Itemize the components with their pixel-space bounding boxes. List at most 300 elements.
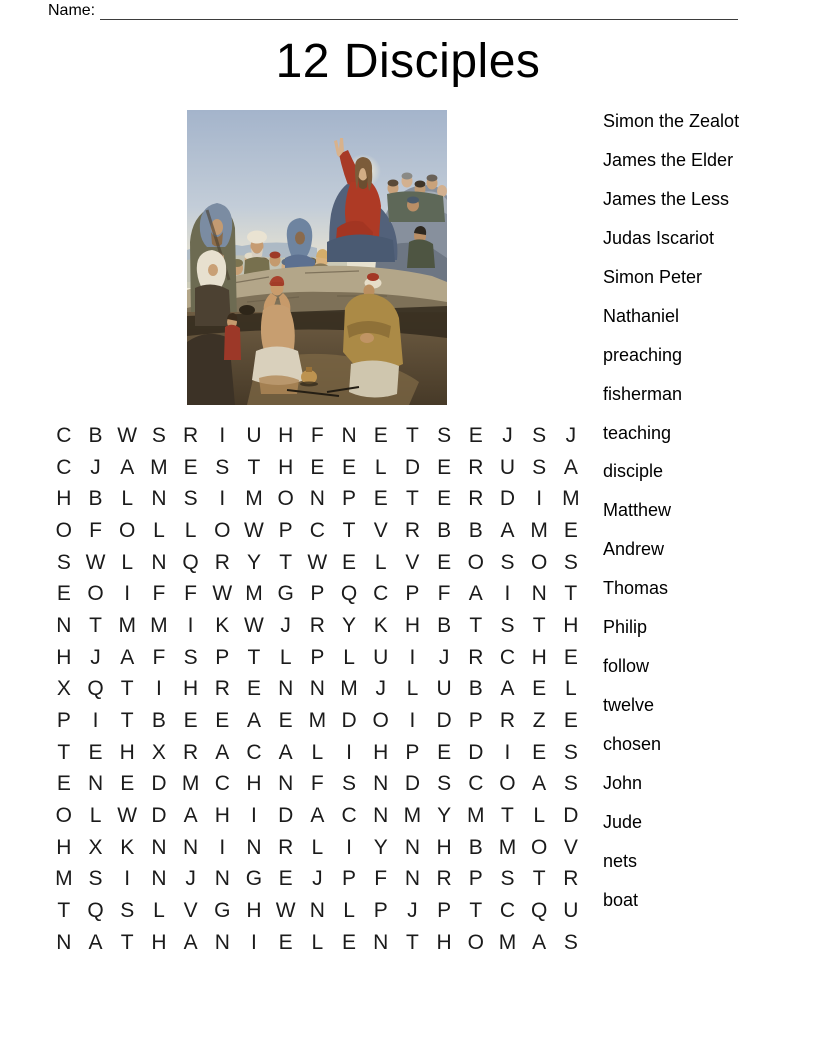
grid-letter[interactable]: F <box>152 645 166 669</box>
grid-letter[interactable]: W <box>275 899 296 923</box>
grid-letter[interactable]: E <box>532 740 547 764</box>
grid-letter[interactable]: M <box>467 804 485 828</box>
grid-letter[interactable]: W <box>85 550 106 574</box>
grid-letter[interactable]: H <box>436 930 452 954</box>
grid-letter[interactable]: O <box>467 930 484 954</box>
grid-letter[interactable]: B <box>468 518 483 542</box>
grid-letter[interactable]: P <box>468 867 483 891</box>
grid-letter[interactable]: A <box>120 645 135 669</box>
grid-letter[interactable]: R <box>468 645 484 669</box>
grid-letter[interactable]: R <box>404 518 420 542</box>
grid-letter[interactable]: S <box>342 772 357 796</box>
grid-letter[interactable]: L <box>89 804 102 828</box>
grid-letter[interactable]: L <box>279 645 292 669</box>
grid-letter[interactable]: N <box>309 899 325 923</box>
grid-letter[interactable]: L <box>121 550 134 574</box>
grid-letter[interactable]: Q <box>87 677 104 701</box>
grid-letter[interactable]: L <box>406 677 419 701</box>
grid-letter[interactable]: T <box>405 930 419 954</box>
grid-letter[interactable]: E <box>278 709 293 733</box>
grid-letter[interactable]: V <box>405 550 420 574</box>
grid-letter[interactable]: L <box>121 487 134 511</box>
grid-letter[interactable]: V <box>183 899 198 923</box>
grid-letter[interactable]: N <box>373 804 389 828</box>
grid-letter[interactable]: Q <box>530 899 548 923</box>
word-list-item: preaching <box>603 344 683 365</box>
grid-letter[interactable]: H <box>246 899 262 923</box>
grid-letter[interactable]: M <box>118 613 136 637</box>
grid-letter[interactable]: D <box>151 804 167 828</box>
word-list-item: Simon the Zealot <box>603 111 740 131</box>
grid-letter[interactable]: O <box>277 487 294 511</box>
grid-letter[interactable]: S <box>56 550 71 574</box>
grid-letter[interactable]: O <box>55 804 73 828</box>
grid-letter[interactable]: O <box>55 518 73 542</box>
grid-letter[interactable]: D <box>151 772 167 796</box>
grid-letter[interactable]: P <box>56 709 71 733</box>
grid-letter[interactable]: E <box>437 487 452 511</box>
grid-letter[interactable]: R <box>499 709 516 733</box>
grid-letter[interactable]: E <box>437 550 452 574</box>
grid-letter[interactable]: O <box>87 582 104 606</box>
grid-letter[interactable]: W <box>307 550 328 574</box>
grid-letter[interactable]: F <box>374 867 388 891</box>
grid-letter[interactable]: I <box>251 804 257 828</box>
grid-letter[interactable]: D <box>499 487 516 511</box>
word-list-item: Nathaniel <box>603 305 680 326</box>
grid-letter[interactable]: P <box>215 645 230 669</box>
grid-letter[interactable]: A <box>532 930 547 954</box>
grid-letter[interactable]: I <box>346 835 352 859</box>
grid-letter[interactable]: A <box>468 582 483 606</box>
grid-letter[interactable]: N <box>246 835 262 859</box>
grid-letter[interactable]: R <box>183 740 199 764</box>
grid-letter[interactable]: N <box>151 550 167 574</box>
grid-letter[interactable]: I <box>536 487 543 511</box>
grid-letter[interactable]: H <box>404 613 420 637</box>
grid-letter[interactable]: H <box>151 930 167 954</box>
grid-letter[interactable]: W <box>212 582 233 606</box>
grid-letter[interactable]: W <box>117 423 138 447</box>
grid-letter[interactable]: C <box>499 899 516 923</box>
grid-letter[interactable]: T <box>89 613 102 637</box>
grid-letter[interactable]: N <box>309 487 325 511</box>
grid-letter[interactable]: V <box>373 518 388 542</box>
grid-letter[interactable]: N <box>214 867 230 891</box>
grid-letter[interactable]: A <box>532 772 547 796</box>
grid-letter[interactable]: X <box>56 677 71 701</box>
grid-letter[interactable]: E <box>88 740 103 764</box>
grid-letter[interactable]: N <box>341 423 357 447</box>
grid-letter[interactable]: R <box>278 835 294 859</box>
grid-letter[interactable]: O <box>467 550 484 574</box>
grid-letter[interactable]: C <box>309 518 325 542</box>
grid-letter[interactable]: N <box>56 930 72 954</box>
grid-letter[interactable]: T <box>342 518 356 542</box>
grid-letter[interactable]: L <box>343 899 355 923</box>
grid-letter[interactable]: F <box>310 772 324 796</box>
grid-letter[interactable]: R <box>214 677 230 701</box>
grid-letter[interactable]: F <box>310 423 324 447</box>
grid-letter[interactable]: N <box>183 835 199 859</box>
grid-letter[interactable]: I <box>219 423 226 447</box>
grid-letter[interactable]: M <box>150 455 168 479</box>
grid-letter[interactable]: E <box>215 709 230 733</box>
grid-letter[interactable]: T <box>564 582 578 606</box>
grid-letter[interactable]: E <box>373 423 388 447</box>
grid-letter[interactable]: N <box>87 772 104 796</box>
grid-letter[interactable]: N <box>404 867 420 891</box>
grid-letter[interactable]: C <box>56 455 72 479</box>
grid-letter[interactable]: J <box>90 455 101 479</box>
grid-letter[interactable]: H <box>246 772 262 796</box>
grid-letter[interactable]: U <box>563 899 579 923</box>
grid-letter[interactable]: F <box>89 518 102 542</box>
word-list-item: boat <box>603 889 639 910</box>
word-list-item: Jude <box>603 811 643 832</box>
grid-letter[interactable]: F <box>437 582 451 606</box>
grid-letter[interactable]: M <box>308 709 327 733</box>
grid-letter[interactable]: O <box>530 835 548 859</box>
grid-letter[interactable]: Z <box>532 709 546 733</box>
grid-letter[interactable]: H <box>119 740 135 764</box>
grid-letter[interactable]: N <box>278 772 294 796</box>
grid-letter[interactable]: N <box>373 930 389 954</box>
grid-letter[interactable]: S <box>563 740 578 764</box>
grid-letter[interactable]: E <box>437 740 452 764</box>
grid-letter[interactable]: B <box>88 423 103 447</box>
grid-letter[interactable]: N <box>151 867 167 891</box>
grid-letter[interactable]: W <box>244 518 264 542</box>
grid-letter[interactable]: S <box>88 867 103 891</box>
grid-letter[interactable]: T <box>57 899 71 923</box>
grid-letter[interactable]: S <box>500 550 515 574</box>
grid-letter[interactable]: J <box>375 677 386 701</box>
grid-letter[interactable]: E <box>183 709 198 733</box>
grid-letter[interactable]: I <box>409 709 416 733</box>
grid-letter[interactable]: N <box>373 772 389 796</box>
grid-letter[interactable]: L <box>565 677 577 701</box>
grid-letter[interactable]: S <box>532 455 547 479</box>
grid-letter[interactable]: S <box>437 423 452 447</box>
grid-letter[interactable]: O <box>530 550 548 574</box>
grid-letter[interactable]: U <box>436 677 452 701</box>
grid-letter[interactable]: E <box>468 423 483 447</box>
grid-letter[interactable]: P <box>310 645 325 669</box>
grid-letter[interactable]: E <box>342 455 357 479</box>
grid-letter[interactable]: P <box>468 709 483 733</box>
grid-letter[interactable]: J <box>280 613 291 637</box>
grid-letter[interactable]: H <box>56 835 72 859</box>
grid-letter[interactable]: S <box>500 613 515 637</box>
grid-letter[interactable]: M <box>55 867 73 891</box>
grid-letter[interactable]: S <box>183 645 198 669</box>
grid-letter[interactable]: T <box>405 423 419 447</box>
grid-letter[interactable]: S <box>563 930 578 954</box>
grid-letter[interactable]: L <box>153 899 165 923</box>
grid-letter[interactable]: N <box>404 835 420 859</box>
grid-letter[interactable]: M <box>498 835 517 859</box>
grid-letter[interactable]: T <box>469 899 483 923</box>
grid-letter[interactable]: H <box>278 423 294 447</box>
grid-letter[interactable]: K <box>215 613 230 637</box>
grid-letter[interactable]: Q <box>87 899 104 923</box>
word-list <box>603 102 739 920</box>
grid-letter[interactable]: N <box>214 930 230 954</box>
grid-letter[interactable]: E <box>278 867 293 891</box>
grid-letter[interactable]: T <box>120 677 134 701</box>
grid-letter[interactable]: N <box>278 677 294 701</box>
grid-letter[interactable]: A <box>246 709 261 733</box>
grid-letter[interactable]: S <box>563 772 578 796</box>
grid-letter[interactable]: J <box>90 645 101 669</box>
grid-letter[interactable]: U <box>499 455 516 479</box>
grid-letter[interactable]: F <box>184 582 197 606</box>
grid-letter[interactable]: P <box>405 740 420 764</box>
grid-letter[interactable]: N <box>531 582 547 606</box>
grid-letter[interactable]: J <box>312 867 323 891</box>
grid-letter[interactable]: P <box>310 582 325 606</box>
grid-letter[interactable]: L <box>184 518 197 542</box>
grid-letter[interactable]: I <box>92 709 99 733</box>
grid-letter[interactable]: E <box>563 709 578 733</box>
grid-letter[interactable]: J <box>185 867 196 891</box>
grid-letter[interactable]: H <box>563 613 579 637</box>
grid-letter[interactable]: X <box>151 740 166 764</box>
grid-letter[interactable]: O <box>119 518 136 542</box>
grid-letter[interactable]: N <box>56 613 72 637</box>
grid-letter[interactable]: I <box>346 740 352 764</box>
grid-letter[interactable]: Y <box>437 804 452 828</box>
grid-letter[interactable]: D <box>278 804 294 828</box>
grid-letter[interactable]: T <box>247 645 261 669</box>
grid-letter[interactable]: R <box>468 455 484 479</box>
grid-letter[interactable]: D <box>563 804 579 828</box>
grid-letter[interactable]: B <box>468 835 483 859</box>
grid-letter[interactable]: C <box>373 582 389 606</box>
grid-letter[interactable]: B <box>88 487 103 511</box>
grid-letter[interactable]: A <box>310 804 325 828</box>
grid-letter[interactable]: P <box>437 899 452 923</box>
grid-letter[interactable]: S <box>500 867 515 891</box>
grid-letter[interactable]: Y <box>246 550 261 574</box>
grid-letter[interactable]: N <box>151 487 167 511</box>
grid-letter[interactable]: I <box>504 582 511 606</box>
name-fill-in-line[interactable] <box>100 3 738 20</box>
grid-letter[interactable]: B <box>437 613 452 637</box>
grid-letter[interactable]: H <box>531 645 547 669</box>
grid-letter[interactable]: R <box>468 487 484 511</box>
grid-letter[interactable]: P <box>342 487 357 511</box>
grid-letter[interactable]: G <box>277 582 294 606</box>
grid-letter[interactable]: J <box>438 645 450 669</box>
word-list-item: chosen <box>603 734 662 754</box>
grid-letter[interactable]: K <box>120 835 135 859</box>
grid-letter[interactable]: T <box>57 740 71 764</box>
grid-letter[interactable]: D <box>404 772 420 796</box>
grid-letter[interactable]: S <box>532 423 547 447</box>
grid-letter[interactable]: L <box>533 804 545 828</box>
grid-letter[interactable]: A <box>563 455 578 479</box>
grid-letter[interactable]: H <box>56 645 72 669</box>
grid-letter[interactable]: M <box>245 582 263 606</box>
grid-letter[interactable]: H <box>56 487 72 511</box>
grid-letter[interactable]: J <box>565 423 577 447</box>
grid-letter[interactable]: I <box>504 740 511 764</box>
grid-letter[interactable]: E <box>310 455 325 479</box>
grid-letter[interactable]: D <box>468 740 484 764</box>
grid-letter[interactable]: S <box>437 772 452 796</box>
grid-letter[interactable]: T <box>120 709 134 733</box>
grid-letter[interactable]: U <box>246 423 262 447</box>
grid-letter[interactable]: A <box>88 930 103 954</box>
grid-letter[interactable]: M <box>340 677 358 701</box>
grid-letter[interactable]: H <box>214 804 230 828</box>
grid-letter[interactable]: M <box>403 804 422 828</box>
grid-letter[interactable]: E <box>563 518 578 542</box>
grid-letter[interactable]: Q <box>340 582 358 606</box>
grid-letter[interactable]: T <box>405 487 419 511</box>
painting-graphic <box>187 110 447 405</box>
grid-letter[interactable]: A <box>183 930 198 954</box>
grid-letter[interactable]: Y <box>342 613 357 637</box>
grid-letter[interactable]: E <box>246 677 261 701</box>
grid-letter[interactable]: G <box>214 899 231 923</box>
grid-letter[interactable]: N <box>309 677 325 701</box>
grid-letter[interactable]: L <box>374 550 387 574</box>
grid-letter[interactable]: R <box>183 423 199 447</box>
grid-letter[interactable]: A <box>500 677 515 701</box>
word-list-item: teaching <box>603 422 672 443</box>
grid-letter[interactable]: V <box>563 835 578 859</box>
grid-letter[interactable]: C <box>468 772 484 796</box>
grid-letter[interactable]: T <box>247 455 261 479</box>
grid-letter[interactable]: S <box>120 899 135 923</box>
grid-letter[interactable]: C <box>214 772 230 796</box>
grid-letter[interactable]: L <box>343 645 355 669</box>
grid-letter[interactable]: S <box>215 455 230 479</box>
grid-letter[interactable]: E <box>532 677 547 701</box>
grid-letter[interactable]: G <box>245 867 263 891</box>
grid-letter[interactable]: W <box>117 804 138 828</box>
grid-letter[interactable]: W <box>244 613 264 637</box>
grid-letter[interactable]: E <box>56 582 71 606</box>
grid-letter[interactable]: E <box>373 487 388 511</box>
grid-letter[interactable]: A <box>278 740 293 764</box>
grid-letter[interactable]: T <box>120 930 134 954</box>
grid-letter[interactable]: D <box>341 709 357 733</box>
grid-letter[interactable]: R <box>563 867 579 891</box>
grid-letter[interactable]: I <box>219 487 226 511</box>
grid-letter[interactable]: O <box>499 772 516 796</box>
grid-letter[interactable]: R <box>214 550 230 574</box>
grid-letter[interactable]: D <box>436 709 452 733</box>
grid-letter[interactable]: T <box>279 550 293 574</box>
grid-letter[interactable]: L <box>153 518 165 542</box>
grid-letter[interactable]: M <box>245 487 263 511</box>
grid-letter[interactable]: E <box>437 455 452 479</box>
grid-letter[interactable]: C <box>246 740 262 764</box>
grid-letter[interactable]: N <box>151 835 167 859</box>
grid-letter[interactable]: J <box>407 899 418 923</box>
grid-letter[interactable]: I <box>409 645 416 669</box>
grid-letter[interactable]: D <box>404 455 420 479</box>
grid-letter[interactable]: L <box>311 740 324 764</box>
grid-letter[interactable]: A <box>183 804 198 828</box>
grid-letter[interactable]: I <box>219 835 226 859</box>
grid-letter[interactable]: L <box>311 835 324 859</box>
grid-letter[interactable]: E <box>342 930 357 954</box>
grid-letter[interactable]: S <box>151 423 166 447</box>
grid-letter[interactable]: P <box>373 899 388 923</box>
word-list-item: James the Elder <box>603 149 734 170</box>
grid-letter[interactable]: L <box>374 455 387 479</box>
grid-letter[interactable]: F <box>152 582 166 606</box>
grid-letter[interactable]: A <box>120 455 135 479</box>
grid-letter[interactable]: E <box>120 772 135 796</box>
grid-letter[interactable]: T <box>532 613 546 637</box>
grid-letter[interactable]: O <box>372 709 389 733</box>
grid-letter[interactable]: M <box>181 772 200 796</box>
grid-letter[interactable]: C <box>499 645 516 669</box>
grid-letter[interactable]: Y <box>373 835 388 859</box>
grid-letter[interactable]: H <box>183 677 199 701</box>
grid-letter[interactable]: O <box>214 518 231 542</box>
grid-letter[interactable]: R <box>309 613 325 637</box>
grid-letter[interactable]: E <box>342 550 357 574</box>
grid-letter[interactable]: R <box>436 867 452 891</box>
grid-letter[interactable]: C <box>56 423 72 447</box>
grid-letter[interactable]: B <box>437 518 452 542</box>
grid-letter[interactable]: E <box>56 772 71 796</box>
grid-letter[interactable]: M <box>150 613 168 637</box>
grid-letter[interactable]: L <box>311 930 324 954</box>
grid-letter[interactable]: I <box>251 930 257 954</box>
grid-letter[interactable]: P <box>405 582 420 606</box>
grid-letter[interactable]: T <box>532 867 546 891</box>
grid-letter[interactable]: E <box>563 645 578 669</box>
grid-letter[interactable]: H <box>373 740 389 764</box>
grid-letter[interactable]: B <box>151 709 166 733</box>
grid-letter[interactable]: E <box>183 455 198 479</box>
grid-letter[interactable]: B <box>468 677 483 701</box>
grid-letter[interactable]: H <box>436 835 452 859</box>
grid-letter[interactable]: I <box>124 867 131 891</box>
grid-letter[interactable]: T <box>501 804 514 828</box>
grid-letter[interactable]: C <box>341 804 357 828</box>
grid-letter[interactable]: H <box>278 455 294 479</box>
grid-letter[interactable]: M <box>562 487 580 511</box>
grid-letter[interactable]: P <box>278 518 293 542</box>
grid-letter[interactable]: T <box>469 613 483 637</box>
grid-letter[interactable]: I <box>155 677 162 701</box>
grid-letter[interactable]: K <box>373 613 388 637</box>
grid-letter[interactable]: E <box>278 930 293 954</box>
grid-letter[interactable]: X <box>88 835 103 859</box>
grid-letter[interactable]: J <box>502 423 513 447</box>
grid-letter[interactable]: S <box>563 550 578 574</box>
grid-letter[interactable]: P <box>342 867 357 891</box>
grid-letter[interactable]: M <box>530 518 548 542</box>
grid-letter[interactable]: Q <box>182 550 199 574</box>
grid-letter[interactable]: S <box>183 487 198 511</box>
grid-letter[interactable]: M <box>498 930 517 954</box>
grid-letter[interactable]: U <box>373 645 389 669</box>
grid-letter[interactable]: I <box>124 582 131 606</box>
grid-letter[interactable]: A <box>215 740 230 764</box>
grid-letter[interactable]: I <box>187 613 194 637</box>
grid-letter[interactable]: A <box>500 518 515 542</box>
